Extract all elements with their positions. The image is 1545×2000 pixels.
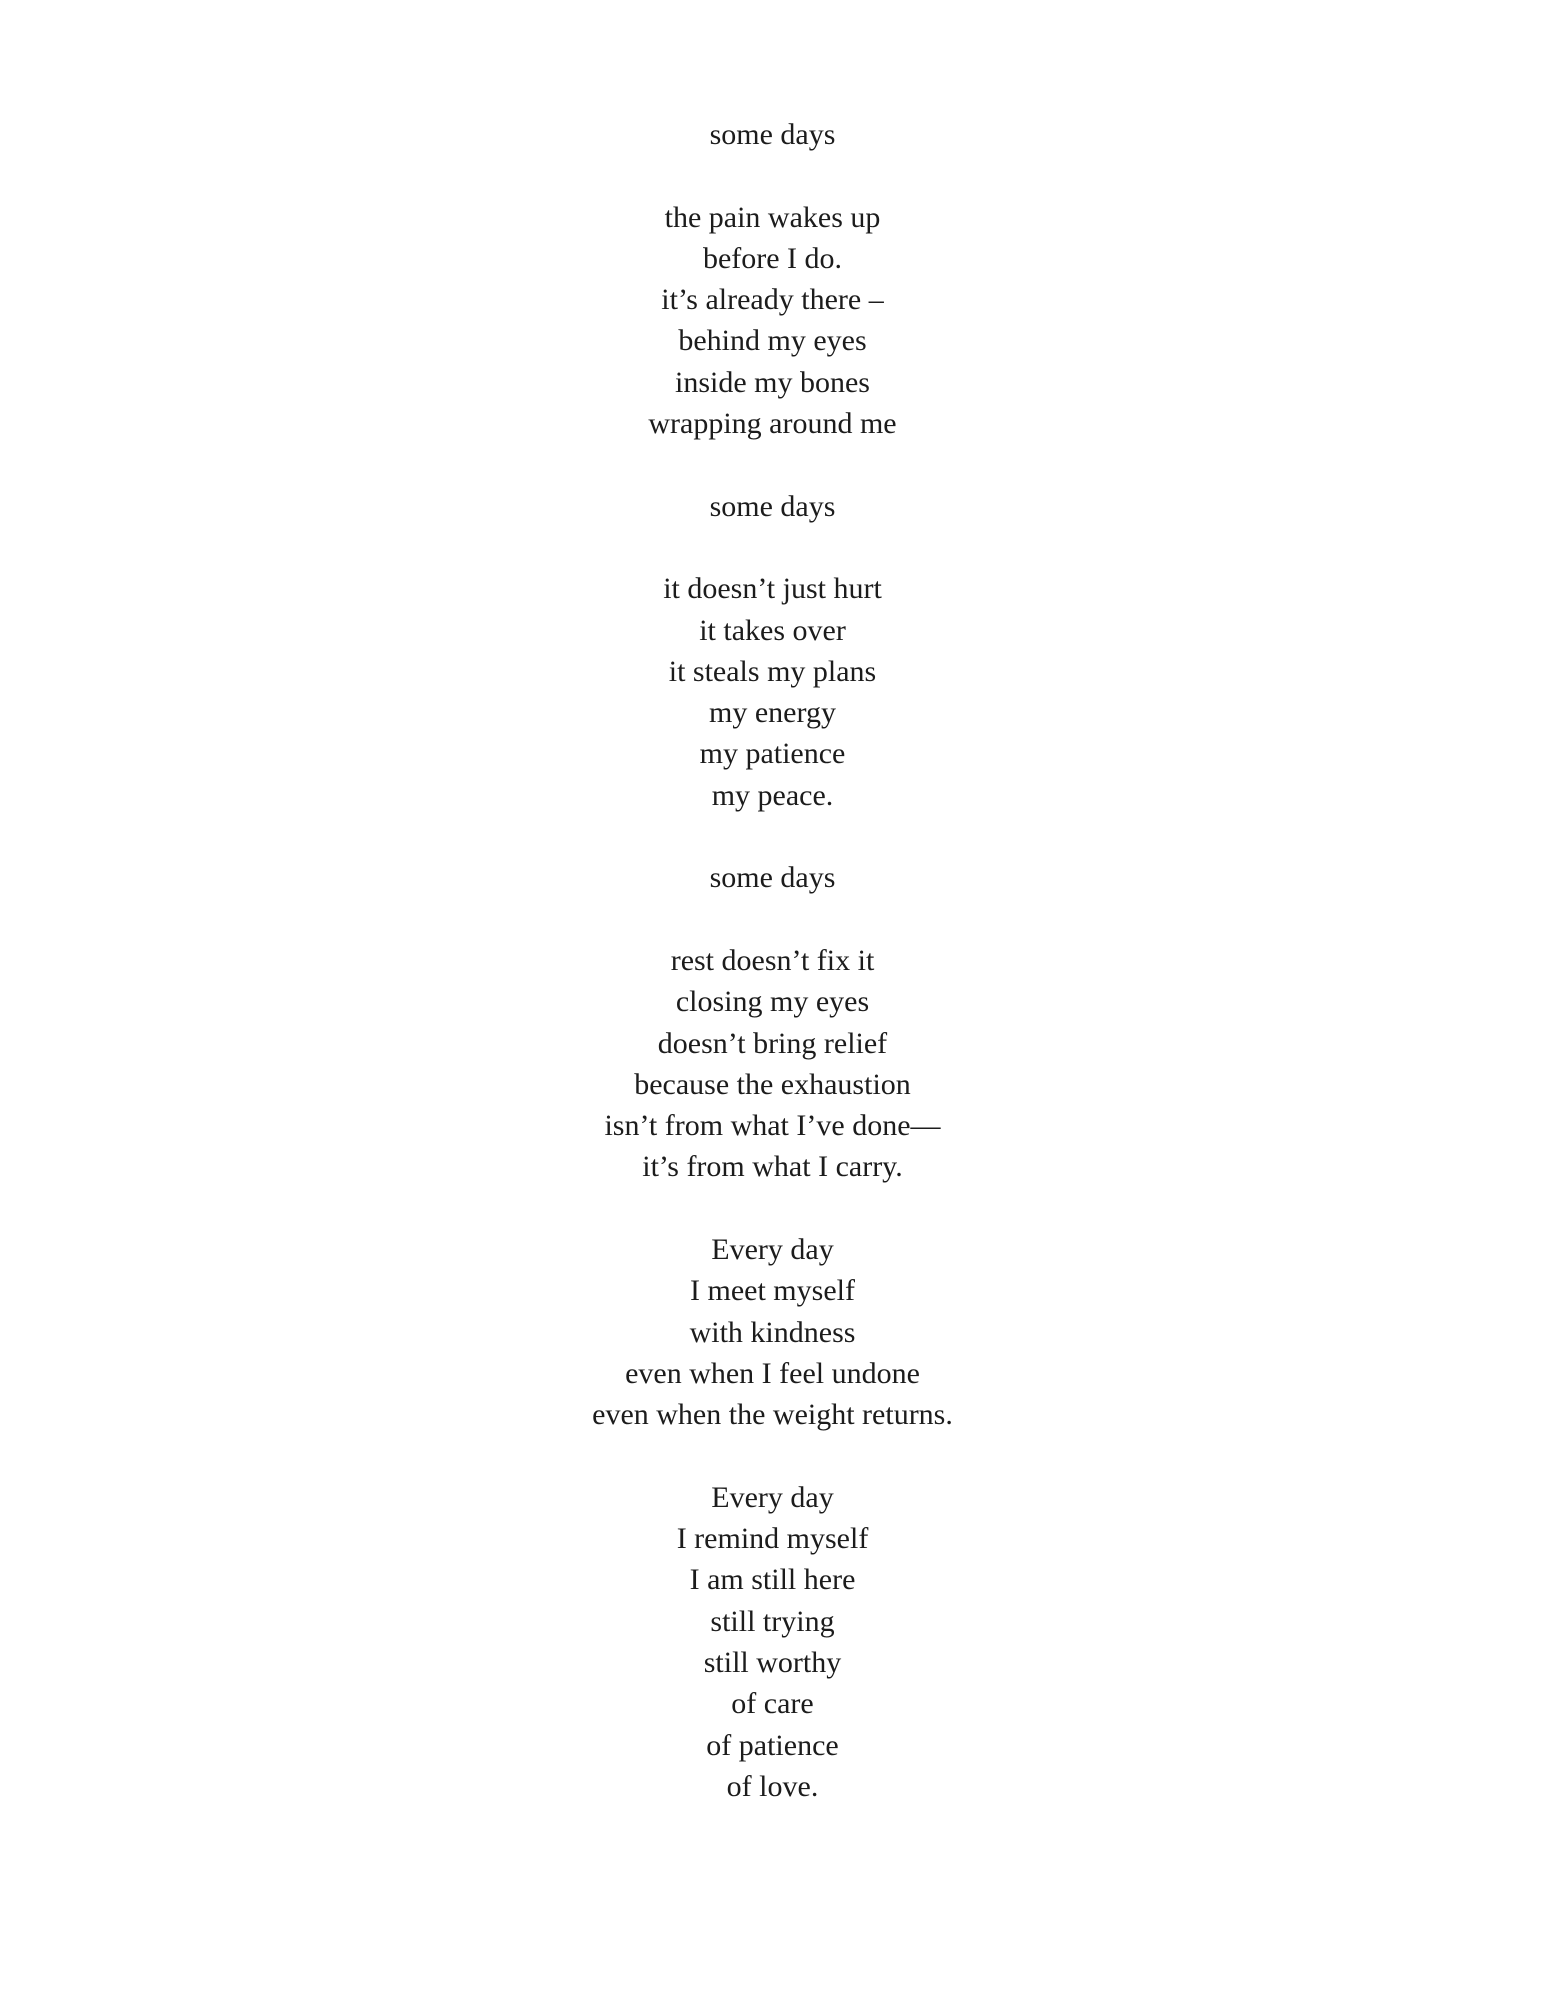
poem-line: still trying xyxy=(710,1604,835,1638)
poem-line: my energy xyxy=(709,696,836,730)
poem-line: it steals my plans xyxy=(668,654,877,688)
poem-line: I meet myself xyxy=(690,1274,855,1308)
poem-line: inside my bones xyxy=(675,365,870,399)
poem-line: my patience xyxy=(699,737,846,771)
poem-line: some days xyxy=(709,489,836,523)
poem-line: it’s from what I carry. xyxy=(642,1150,903,1184)
poem-line: it’s already there – xyxy=(661,283,884,317)
stanza xyxy=(0,857,1545,898)
poem-line: wrapping around me xyxy=(648,407,897,441)
stanza xyxy=(0,1477,1545,1807)
poem-line: my peace. xyxy=(711,778,834,812)
poem-line: still worthy xyxy=(703,1645,842,1679)
poem-line: behind my eyes xyxy=(678,324,867,358)
poem-line: some days xyxy=(709,861,836,895)
poem-line: I remind myself xyxy=(676,1522,869,1556)
stanza xyxy=(0,114,1545,155)
poem-line: I am still here xyxy=(689,1563,856,1597)
poem-line: rest doesn’t fix it xyxy=(670,943,875,977)
stanza xyxy=(0,197,1545,445)
poem-line: because the exhaustion xyxy=(634,1067,911,1101)
poem-line: of patience xyxy=(706,1728,839,1762)
poem-line: Every day xyxy=(711,1233,834,1267)
poem-line: with kindness xyxy=(689,1315,856,1349)
poem-line: Every day xyxy=(711,1480,834,1514)
poem-line: doesn’t bring relief xyxy=(657,1026,888,1060)
poem-line: the pain wakes up xyxy=(664,200,881,234)
poem-line: some days xyxy=(709,118,836,151)
stanza xyxy=(0,568,1545,816)
poem-line: closing my eyes xyxy=(675,985,870,1019)
poem xyxy=(0,114,1545,1848)
poem-line: even when I feel undone xyxy=(625,1356,920,1390)
stanza xyxy=(0,1229,1545,1435)
poem-line: even when the weight returns. xyxy=(592,1398,953,1432)
poem-line: of love. xyxy=(726,1769,819,1803)
poem-line: it doesn’t just hurt xyxy=(663,572,882,606)
poem-line: isn’t from what I’ve done— xyxy=(604,1109,941,1143)
poem-line: before I do. xyxy=(702,241,843,275)
poem-line: it takes over xyxy=(699,613,846,647)
poem-line: of care xyxy=(731,1687,814,1721)
stanza xyxy=(0,486,1545,527)
stanza xyxy=(0,940,1545,1188)
